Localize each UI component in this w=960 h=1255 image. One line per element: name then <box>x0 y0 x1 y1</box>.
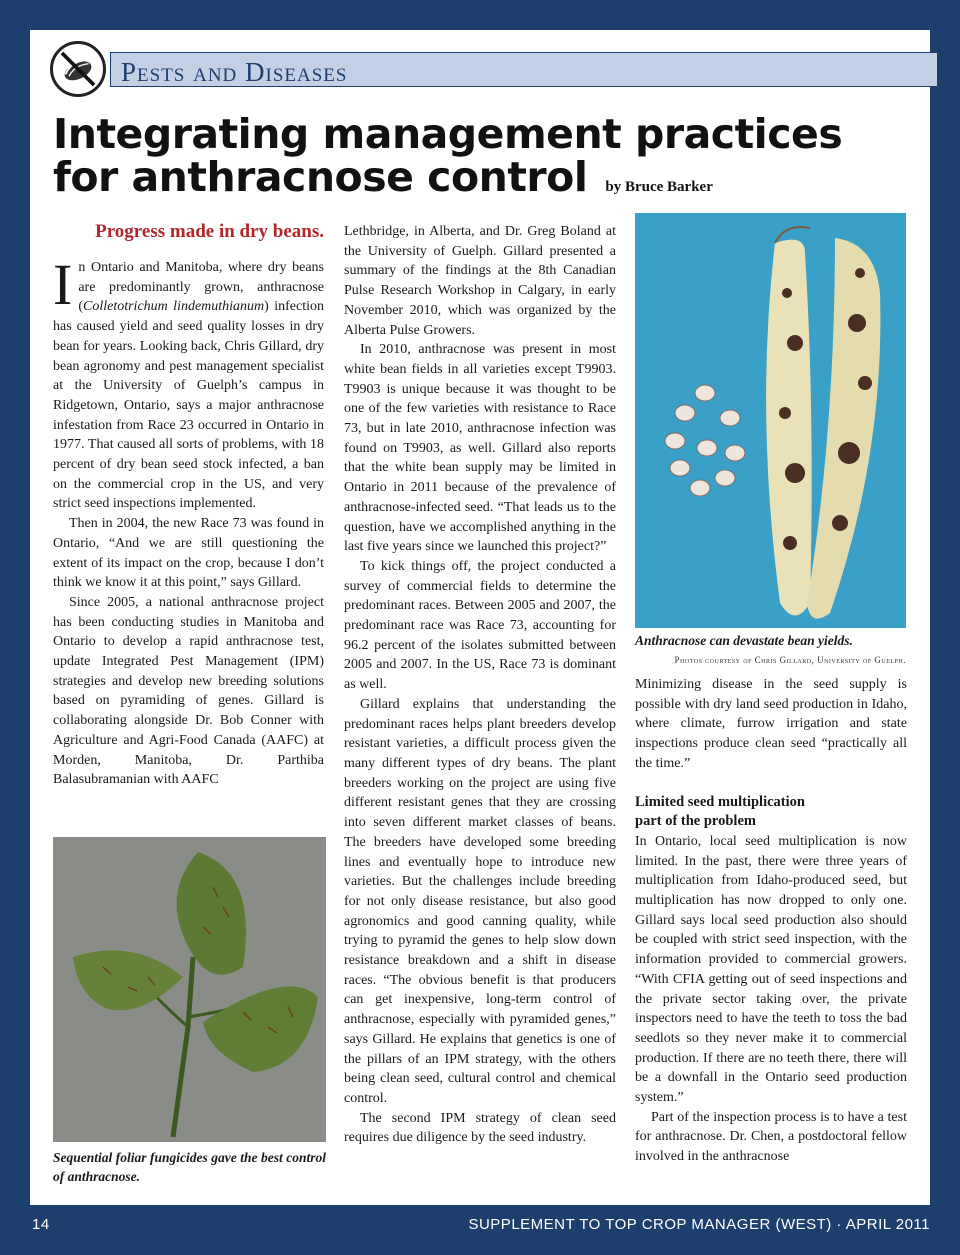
paragraph: Then in 2004, the new Race 73 was found in Ontario, “And we are still questioning the extent of its impact on the crop, because I don’t think we know it at this point,” says Gillard. <box>53 516 324 591</box>
publication-footer: SUPPLEMENT TO TOP CROP MANAGER (WEST) · APRIL 2011 <box>468 1216 930 1233</box>
paragraph: Part of the inspection process is to have a test for anthracnose. Dr. Chen, a postdoctoral fellow involved in the anthracnose <box>635 1109 907 1165</box>
headline-line-2: for anthracnose control <box>53 153 588 201</box>
beetle-crossed-icon <box>50 41 106 97</box>
byline: by Bruce Barker <box>605 179 713 195</box>
column-3 <box>635 675 907 1167</box>
paragraph: In Ontario, local seed multiplication is now limited. In the past, there were three years of multiplication from Idaho-produced seed, but multiplication has now dropped to only one. Gillard says local seed production also should be coupled with strict seed inspection, with the information provided to commercial growers. “With CFIA getting out of seed inspections and the private sector taking over, the private inspectors need to have the teeth to toss the bad seedlots so they never make it to commercial production. If there are no teeth there, there will be a downfall in the Ontario seed production system.” <box>635 833 907 1106</box>
subhead-line-1: Limited seed multiplication <box>635 793 805 810</box>
section-header-bar <box>110 52 938 87</box>
drop-cap: I <box>53 252 73 317</box>
headline-line-1: Integrating management practices <box>53 110 843 158</box>
paragraph: The second IPM strategy of clean seed requires due diligence by the seed industry. <box>344 1110 616 1146</box>
paragraph: Gillard explains that understanding the predominant races helps plant breeders develop resistant varieties, a difficult process given the many different types of dry beans. The plant breeders working on the project are using five different resistant genes that they are crossing into seven different market classes of beans. The breeders have developed some breeding lines and eventually hope to introduce new varieties. But the challenges include breeding for not only disease resistance, but also good agronomics and good canning quality, while trying to pyramid the genes to help slow down resistance breakdown and a shift in disease races. “The obvious benefit is that producers can get inexpensive, long-term control of anthracnose, especially with pyramided genes,” says Gillard. He explains that genetics is one of the pillars of an IPM strategy, with the others being clean seed, cultural control and chemical control. <box>344 696 616 1106</box>
paragraph: Minimizing disease in the seed supply is possible with dry land seed production in Idaho, where climate, furrow irrigation and state inspections produce clean seed “practically all the time.” <box>635 677 907 771</box>
paragraph: Lethbridge, in Alberta, and Dr. Greg Boland at the University of Guelph. Gillard presented a summary of the findings at the 8th Canadian Pulse Research Workshop in Calgary, in early November 2010, which was organized by the Alberta Pulse Growers. <box>344 224 616 338</box>
paragraph: In Ontario and Manitoba, where dry beans are predominantly grown, anthracnose (Colletotrichum lindemuthianum) infection has caused yield and seed quality losses in dry bean for years. Looking back, Chris Gillard, dry bean agronomy and pest management specialist at the University of Guelph’s campus in Ridgetown, Ontario, says a major anthracnose infestation from Race 23 occurred in Ontario in 1977. That caused all sorts of problems, with 18 percent of dry bean seed stock infected, a ban on the commercial crop in the US, and very strict seed inspections implemented. <box>53 252 324 512</box>
species-name: Colletotrichum lindemuthianum <box>83 299 265 315</box>
column-1 <box>53 220 324 790</box>
deck: Progress made in dry beans. <box>95 221 324 242</box>
photo-bean-leaves <box>53 837 326 1142</box>
paragraph: To kick things off, the project conducted a survey of commercial fields to determine the predominant races. Between 2005 and 2007, the predominant race was Race 73, accounting for 96.2 percent of the isolates submitted between 2005 and 2007. In the US, Race 73 is dominant as well. <box>344 558 616 693</box>
photo-beans-caption: Anthracnose can devastate bean yields. <box>635 633 853 648</box>
page-number: 14 <box>32 1216 50 1233</box>
paragraph: Since 2005, a national anthracnose project has been conducting studies in Manitoba and Ontario to develop a rapid anthracnose test, update Integrated Pest Management (IPM) strategies and develop new breeding solutions based on pyramiding of genes. Gillard is collaborating alongside Dr. Bob Conner with Agriculture and Agri-Food Canada (AAFC) at Morden, Manitoba, Dr. Parthiba Balasubramanian with AAFC <box>53 594 324 788</box>
photo-infected-beans <box>635 213 906 628</box>
subhead-line-2: part of the problem <box>635 813 756 830</box>
paragraph: In 2010, anthracnose was present in most white bean fields in all varieties except T9903. T9903 is unique because it was thought to be one of the few varieties with resistance to Race 73, but in late 2010, anthracnose infection was found on T9903, as well. Gillard also reports that the white bean supply may be limited in Ontario in 2011 because of the prevalence of anthracnose-infected seed. “That leads us to the question, have we accomplished anything in the last five years since we launched this project?” <box>344 342 616 555</box>
column-2 <box>344 222 616 1148</box>
article-headline <box>53 110 843 209</box>
section-title: Pests and Diseases <box>121 57 348 87</box>
photo-leaf-caption: Sequential foliar fungicides gave the best control of anthracnose. <box>53 1150 326 1184</box>
photo-credit: Photos courtesy of Chris Gillard, University of Guelph. <box>674 655 906 665</box>
